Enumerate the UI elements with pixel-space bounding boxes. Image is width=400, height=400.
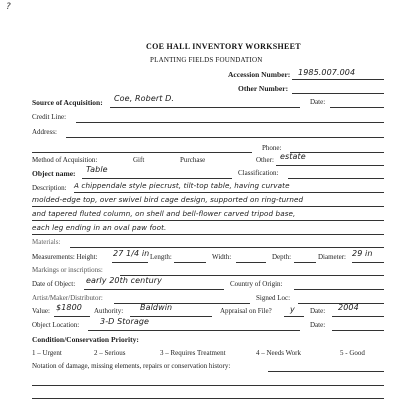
country-label: Country of Origin:	[230, 280, 283, 288]
value-value[interactable]: $1800	[56, 303, 82, 312]
description-line-1	[74, 192, 384, 193]
notation-line-2	[32, 385, 384, 386]
condition-level-4[interactable]: 4 – Needs Work	[256, 349, 301, 357]
address-line-1	[66, 137, 384, 138]
credit-line-line	[76, 122, 384, 123]
diameter-value[interactable]: 29 in	[352, 249, 373, 258]
date-object-value[interactable]: early 20th century	[86, 276, 162, 285]
description-text-4[interactable]: each leg ending in an oval paw foot.	[32, 223, 167, 232]
address-line-2	[32, 152, 252, 153]
address-label: Address:	[32, 128, 57, 136]
artist-line	[114, 303, 250, 304]
classification-label: Classification:	[238, 169, 279, 177]
height-line	[112, 262, 148, 263]
condition-level-2[interactable]: 2 – Serious	[94, 349, 126, 357]
materials-label: Materials:	[32, 238, 61, 246]
location-value[interactable]: 3-D Storage	[100, 317, 150, 326]
description-label: Description:	[32, 184, 67, 192]
condition-level-5[interactable]: 5 - Good	[340, 349, 365, 357]
method-label: Method of Acquisition:	[32, 156, 98, 164]
width-line	[236, 262, 266, 263]
accession-label: Accession Number:	[228, 70, 291, 79]
condition-heading: Condition/Conservation Priority:	[32, 335, 139, 344]
depth-label: Depth:	[272, 253, 292, 261]
condition-level-3[interactable]: 3 – Requires Treatment	[160, 349, 226, 357]
method-purchase[interactable]: Purchase	[180, 156, 206, 164]
signed-label: Signed Loc:	[256, 294, 291, 302]
authority-value[interactable]: Baldwin	[140, 303, 173, 312]
markings-label: Markings or inscriptions:	[32, 266, 103, 274]
appraisal-date-value[interactable]: 2004	[338, 303, 359, 312]
appraisal-label: Appraisal on File?	[220, 307, 272, 315]
materials-line	[70, 247, 384, 248]
credit-line-label: Credit Line:	[32, 113, 67, 121]
source-date-label: Date:	[310, 98, 326, 106]
phone-label: Phone:	[262, 144, 282, 152]
diameter-line	[352, 262, 384, 263]
source-label: Source of Acquisition:	[32, 98, 103, 107]
appraisal-line	[284, 316, 304, 317]
worksheet-subtitle: PLANTING FIELDS FOUNDATION	[150, 56, 263, 64]
width-label: Width:	[212, 253, 232, 261]
notation-line-1	[268, 371, 384, 372]
notation-line-3	[32, 398, 384, 399]
other-number-label: Other Number:	[238, 84, 289, 93]
value-label: Value:	[32, 307, 50, 315]
depth-line	[294, 262, 316, 263]
location-line	[88, 330, 300, 331]
other-number-line	[292, 93, 384, 94]
object-name-value[interactable]: Table	[86, 165, 108, 174]
method-other-line	[276, 165, 384, 166]
object-name-line	[82, 178, 232, 179]
country-line	[294, 289, 384, 290]
date-object-line	[84, 289, 224, 290]
source-value[interactable]: Coe, Robert D.	[114, 94, 175, 103]
method-other-label: Other:	[256, 156, 274, 164]
condition-level-1[interactable]: 1 – Urgent	[32, 349, 62, 357]
value-line	[54, 316, 90, 317]
corner-question-mark: ?	[6, 2, 11, 12]
height-value[interactable]: 27 1/4 in	[113, 249, 150, 258]
description-line-4	[32, 234, 384, 235]
object-name-label: Object name:	[32, 169, 76, 178]
length-label: Length:	[150, 253, 172, 261]
description-line-2	[32, 206, 384, 207]
method-other-value[interactable]: estate	[280, 152, 306, 161]
diameter-label: Diameter:	[318, 253, 346, 261]
location-date-line	[332, 330, 384, 331]
location-date-label: Date:	[310, 321, 326, 329]
classification-line	[288, 178, 384, 179]
appraisal-date-label: Date:	[310, 307, 326, 315]
worksheet-title: COE HALL INVENTORY WORKSHEET	[146, 42, 301, 51]
length-line	[174, 262, 206, 263]
description-text-1[interactable]: A chippendale style piecrust, tilt-top table, having curvate	[74, 181, 290, 190]
appraisal-date-line	[332, 316, 384, 317]
measurements-label: Measurements: Height:	[32, 253, 98, 261]
accession-value[interactable]: 1985.007.004	[298, 68, 356, 77]
notation-label: Notation of damage, missing elements, repairs or conservation history:	[32, 362, 231, 370]
description-line-3	[32, 220, 384, 221]
source-line	[110, 107, 300, 108]
appraisal-value[interactable]: y	[290, 305, 295, 314]
method-gift[interactable]: Gift	[133, 156, 145, 164]
source-date-line	[330, 107, 384, 108]
date-object-label: Date of Object:	[32, 280, 76, 288]
artist-label: Artist/Maker/Distributor:	[32, 294, 103, 302]
authority-label: Authority:	[94, 307, 124, 315]
description-text-3[interactable]: and tapered fluted column, on shell and bell-flower carved tripod base,	[32, 209, 296, 218]
description-text-2[interactable]: molded-edge top, over swivel bird cage design, supported on ring-turned	[32, 195, 304, 204]
accession-line	[292, 79, 384, 80]
location-label: Object Location:	[32, 321, 80, 329]
